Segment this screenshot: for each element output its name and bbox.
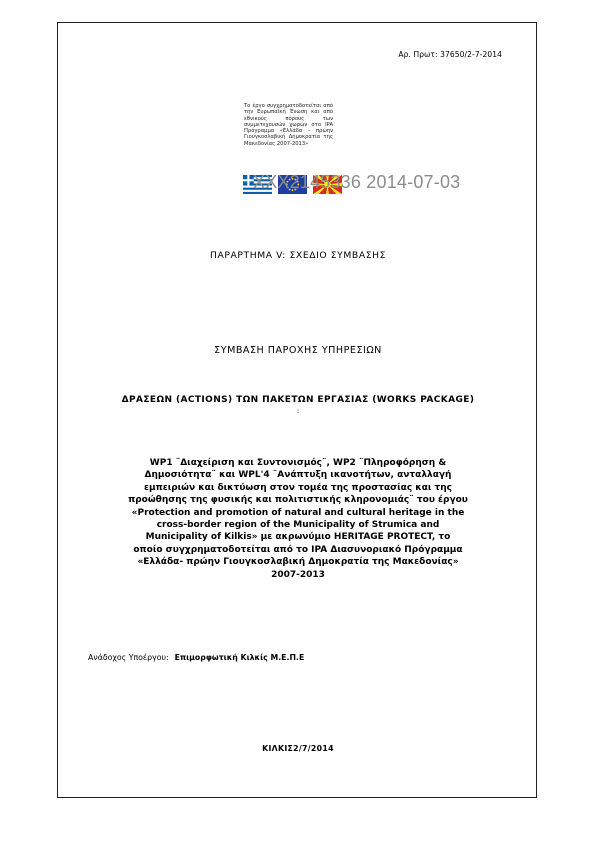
description-line: WP1 ¨Διαχείριση και Συντονισμός¨, WP2 ¨Πληροφόρηση & (149, 458, 447, 468)
annex-title: ΠΑΡΑΡΤΗΜΑ V: ΣΧΕΔΙΟ ΣΥΜΒΑΣΗΣ (209, 250, 387, 261)
funding-statement: Το έργο συγχρηματοδοτείται από την Ευρωπαϊκή Ένωση και από εθνικούς πόρους των συμμετεχουσών χωρών στο IPA Πρόγραμμα «Ελλάδα – πρώην Γιουγκοσλαβική Δημοκρατία της Μακεδονίας 2007-2013» (244, 103, 333, 147)
protocol-reference: Αρ. Πρωτ: 37650/2-7-2014 (398, 50, 502, 59)
document-page (57, 22, 537, 798)
description-line: προώθησης της φυσικής και πολιτιστικής κληρονομιάς¨ του έργου (128, 495, 468, 506)
description-line: cross-border region of the Municipality of Strumica and (156, 520, 440, 531)
description-line: «Ελλάδα- πρώην Γιουγκοσλαβική Δημοκρατία της Μακεδονίας» (137, 557, 459, 568)
description-line: «Protection and promotion of natural and cultural heritage in the (131, 507, 465, 518)
description-line: εμπειριών και δικτύωση στον τομέα της προστασίας και της (143, 482, 453, 493)
description-line: οποίο συγχρηματοδοτείται από το IPA Διασυνοριακό Πρόγραμμα (133, 544, 463, 555)
contractor-name: Επιμορφωτική Κιλκίς Μ.Ε.Π.Ε (174, 653, 305, 662)
description-line: Δημοσιότητα¨ και WPL'4 ¨Ανάπτυξη ικανοτήτων, ανταλλαγή (144, 470, 452, 481)
description-line: 2007-2013 (271, 569, 325, 580)
contractor-label: Ανάδοχος Υποέργου: (88, 653, 169, 662)
actions-title: ΔΡΑΣΕΩΝ (ACTIONS) ΤΩΝ ΠΑΚΕΤΩΝ ΕΡΓΑΣΙΑΣ (WORKS PACKAGE) (121, 395, 475, 405)
project-description (88, 457, 508, 581)
actions-colon: : (296, 407, 300, 415)
contract-title: ΣΥΜΒΑΣΗ ΠΑΡΟΧΗΣ ΥΠΗΡΕΣΙΩΝ (214, 345, 382, 356)
description-line: Municipality of Kilkis» με ακρωνύμιο HERITAGE PROTECT, το (145, 532, 451, 543)
place-and-date: ΚΙΛΚΙΣ2/7/2014 (262, 744, 334, 753)
registration-stamp: ΧΧΧ2145336 2014-07-03 (253, 172, 461, 192)
contractor-line (88, 653, 304, 662)
